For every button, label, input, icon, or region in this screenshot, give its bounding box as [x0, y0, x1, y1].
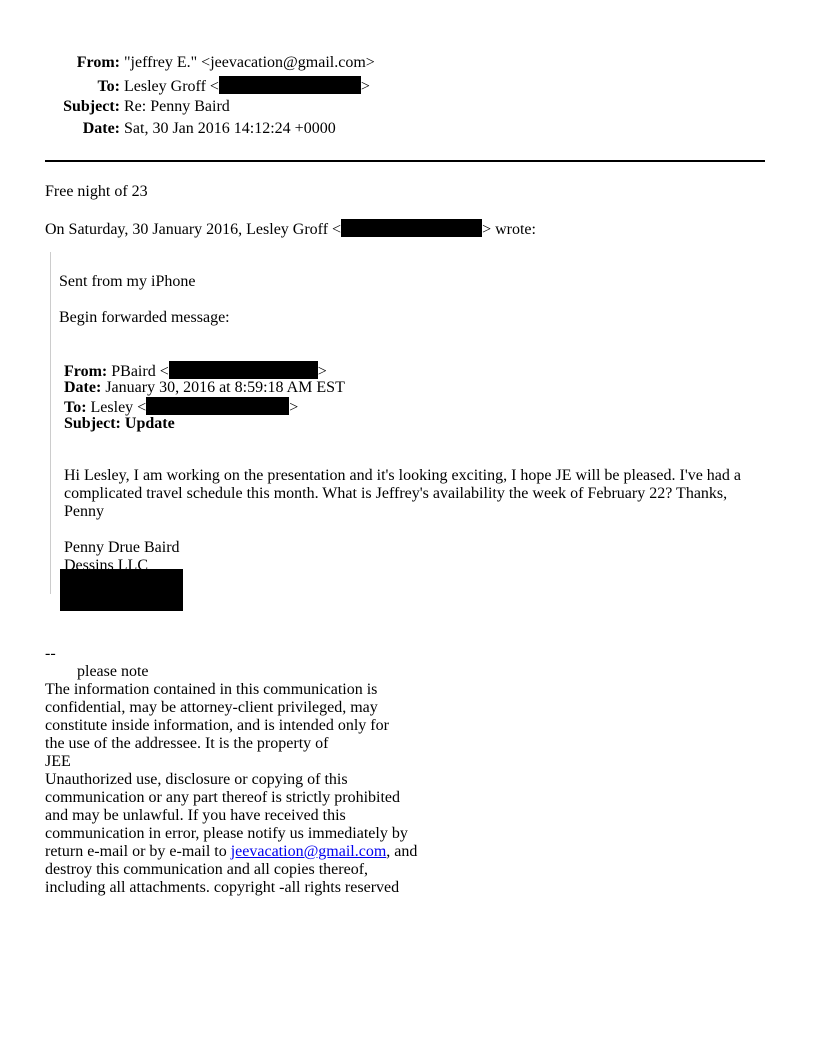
quote-bar [50, 252, 51, 594]
fwd-message-line: complicated travel schedule this month. What is Jeffrey's availability the week of February 22? Thanks, [64, 485, 728, 502]
quote-intro-after: > wrote: [482, 221, 536, 238]
disclaimer-line: communication in error, please notify us immediately by [45, 825, 408, 842]
header-to-row [45, 76, 370, 96]
sent-from-line: Sent from my iPhone [59, 273, 196, 290]
header-subject-row [45, 98, 230, 116]
fwd-date-row [64, 379, 345, 397]
header-from-label: From: [76, 54, 120, 71]
disclaimer-line: confidential, may be attorney-client privileged, may [45, 699, 378, 716]
footer-please-note: please note [77, 663, 149, 680]
redaction-box [60, 569, 183, 611]
fwd-message-line: Penny [64, 503, 104, 520]
fwd-to-row [64, 397, 298, 417]
fwd-subject-row [64, 415, 175, 433]
header-to-label: To: [97, 78, 120, 95]
fwd-message-line: Hi Lesley, I am working on the presentation and it's looking exciting, I hope JE will be pleased. I've had a [64, 467, 741, 484]
disclaimer-line: the use of the addressee. It is the property of [45, 735, 329, 752]
disclaimer-line: communication or any part thereof is strictly prohibited [45, 789, 401, 806]
fwd-from-row [64, 361, 327, 381]
header-subject-value: Re: Penny Baird [124, 98, 230, 115]
redaction-box [169, 361, 318, 379]
header-date-row [45, 120, 336, 138]
fwd-from-close: > [317, 363, 327, 380]
disclaimer-return-line [45, 843, 417, 861]
return-line-before: return e-mail or by e-mail to [45, 843, 231, 860]
quote-intro [45, 219, 536, 239]
fwd-to-name: Lesley < [90, 399, 147, 416]
disclaimer-line: destroy this communication and all copies thereof, [45, 861, 369, 878]
disclaimer-line: The information contained in this communication is [45, 681, 378, 698]
disclaimer-line: constitute inside information, and is intended only for [45, 717, 389, 734]
return-line-after: , and [386, 843, 418, 860]
signature-company: Dessins LLC [64, 557, 148, 569]
footer-disclaimer [45, 681, 417, 897]
fwd-to-label: To: [64, 399, 87, 416]
signature-name: Penny Drue Baird [64, 539, 180, 556]
disclaimer-line: JEE [45, 753, 71, 770]
fwd-from-label: From: [64, 363, 108, 380]
fwd-message [64, 467, 741, 521]
fwd-from-name: PBaird < [111, 363, 169, 380]
redaction-box [341, 219, 482, 237]
header-subject-label: Subject: [63, 98, 120, 115]
disclaimer-line: Unauthorized use, disclosure or copying of this [45, 771, 348, 788]
quote-intro-before: On Saturday, 30 January 2016, Lesley Groff < [45, 221, 342, 238]
fwd-date-label: Date: [64, 379, 102, 396]
fwd-date-value: January 30, 2016 at 8:59:18 AM EST [105, 379, 345, 396]
email-link[interactable]: jeevacation@gmail.com [230, 843, 387, 860]
fwd-to-close: > [289, 399, 299, 416]
header-date-value: Sat, 30 Jan 2016 14:12:24 +0000 [124, 120, 336, 137]
header-to-close: > [360, 78, 370, 95]
header-from-value: "jeffrey E." <jeevacation@gmail.com> [124, 54, 375, 71]
disclaimer-line: and may be unlawful. If you have received this [45, 807, 346, 824]
begin-forwarded-line: Begin forwarded message: [59, 309, 230, 326]
header-from-row [45, 54, 375, 72]
footer-separator: -- [45, 645, 56, 662]
redaction-box [219, 76, 361, 94]
header-to-name: Lesley Groff < [124, 78, 219, 95]
disclaimer-line: including all attachments. copyright -all rights reserved [45, 879, 400, 896]
fwd-subject-value: Update [124, 415, 175, 432]
header-date-label: Date: [82, 120, 120, 137]
redaction-box [146, 397, 289, 415]
fwd-subject-label: Subject: [64, 415, 121, 432]
reply-line: Free night of 23 [45, 183, 148, 200]
header-divider [45, 160, 765, 162]
